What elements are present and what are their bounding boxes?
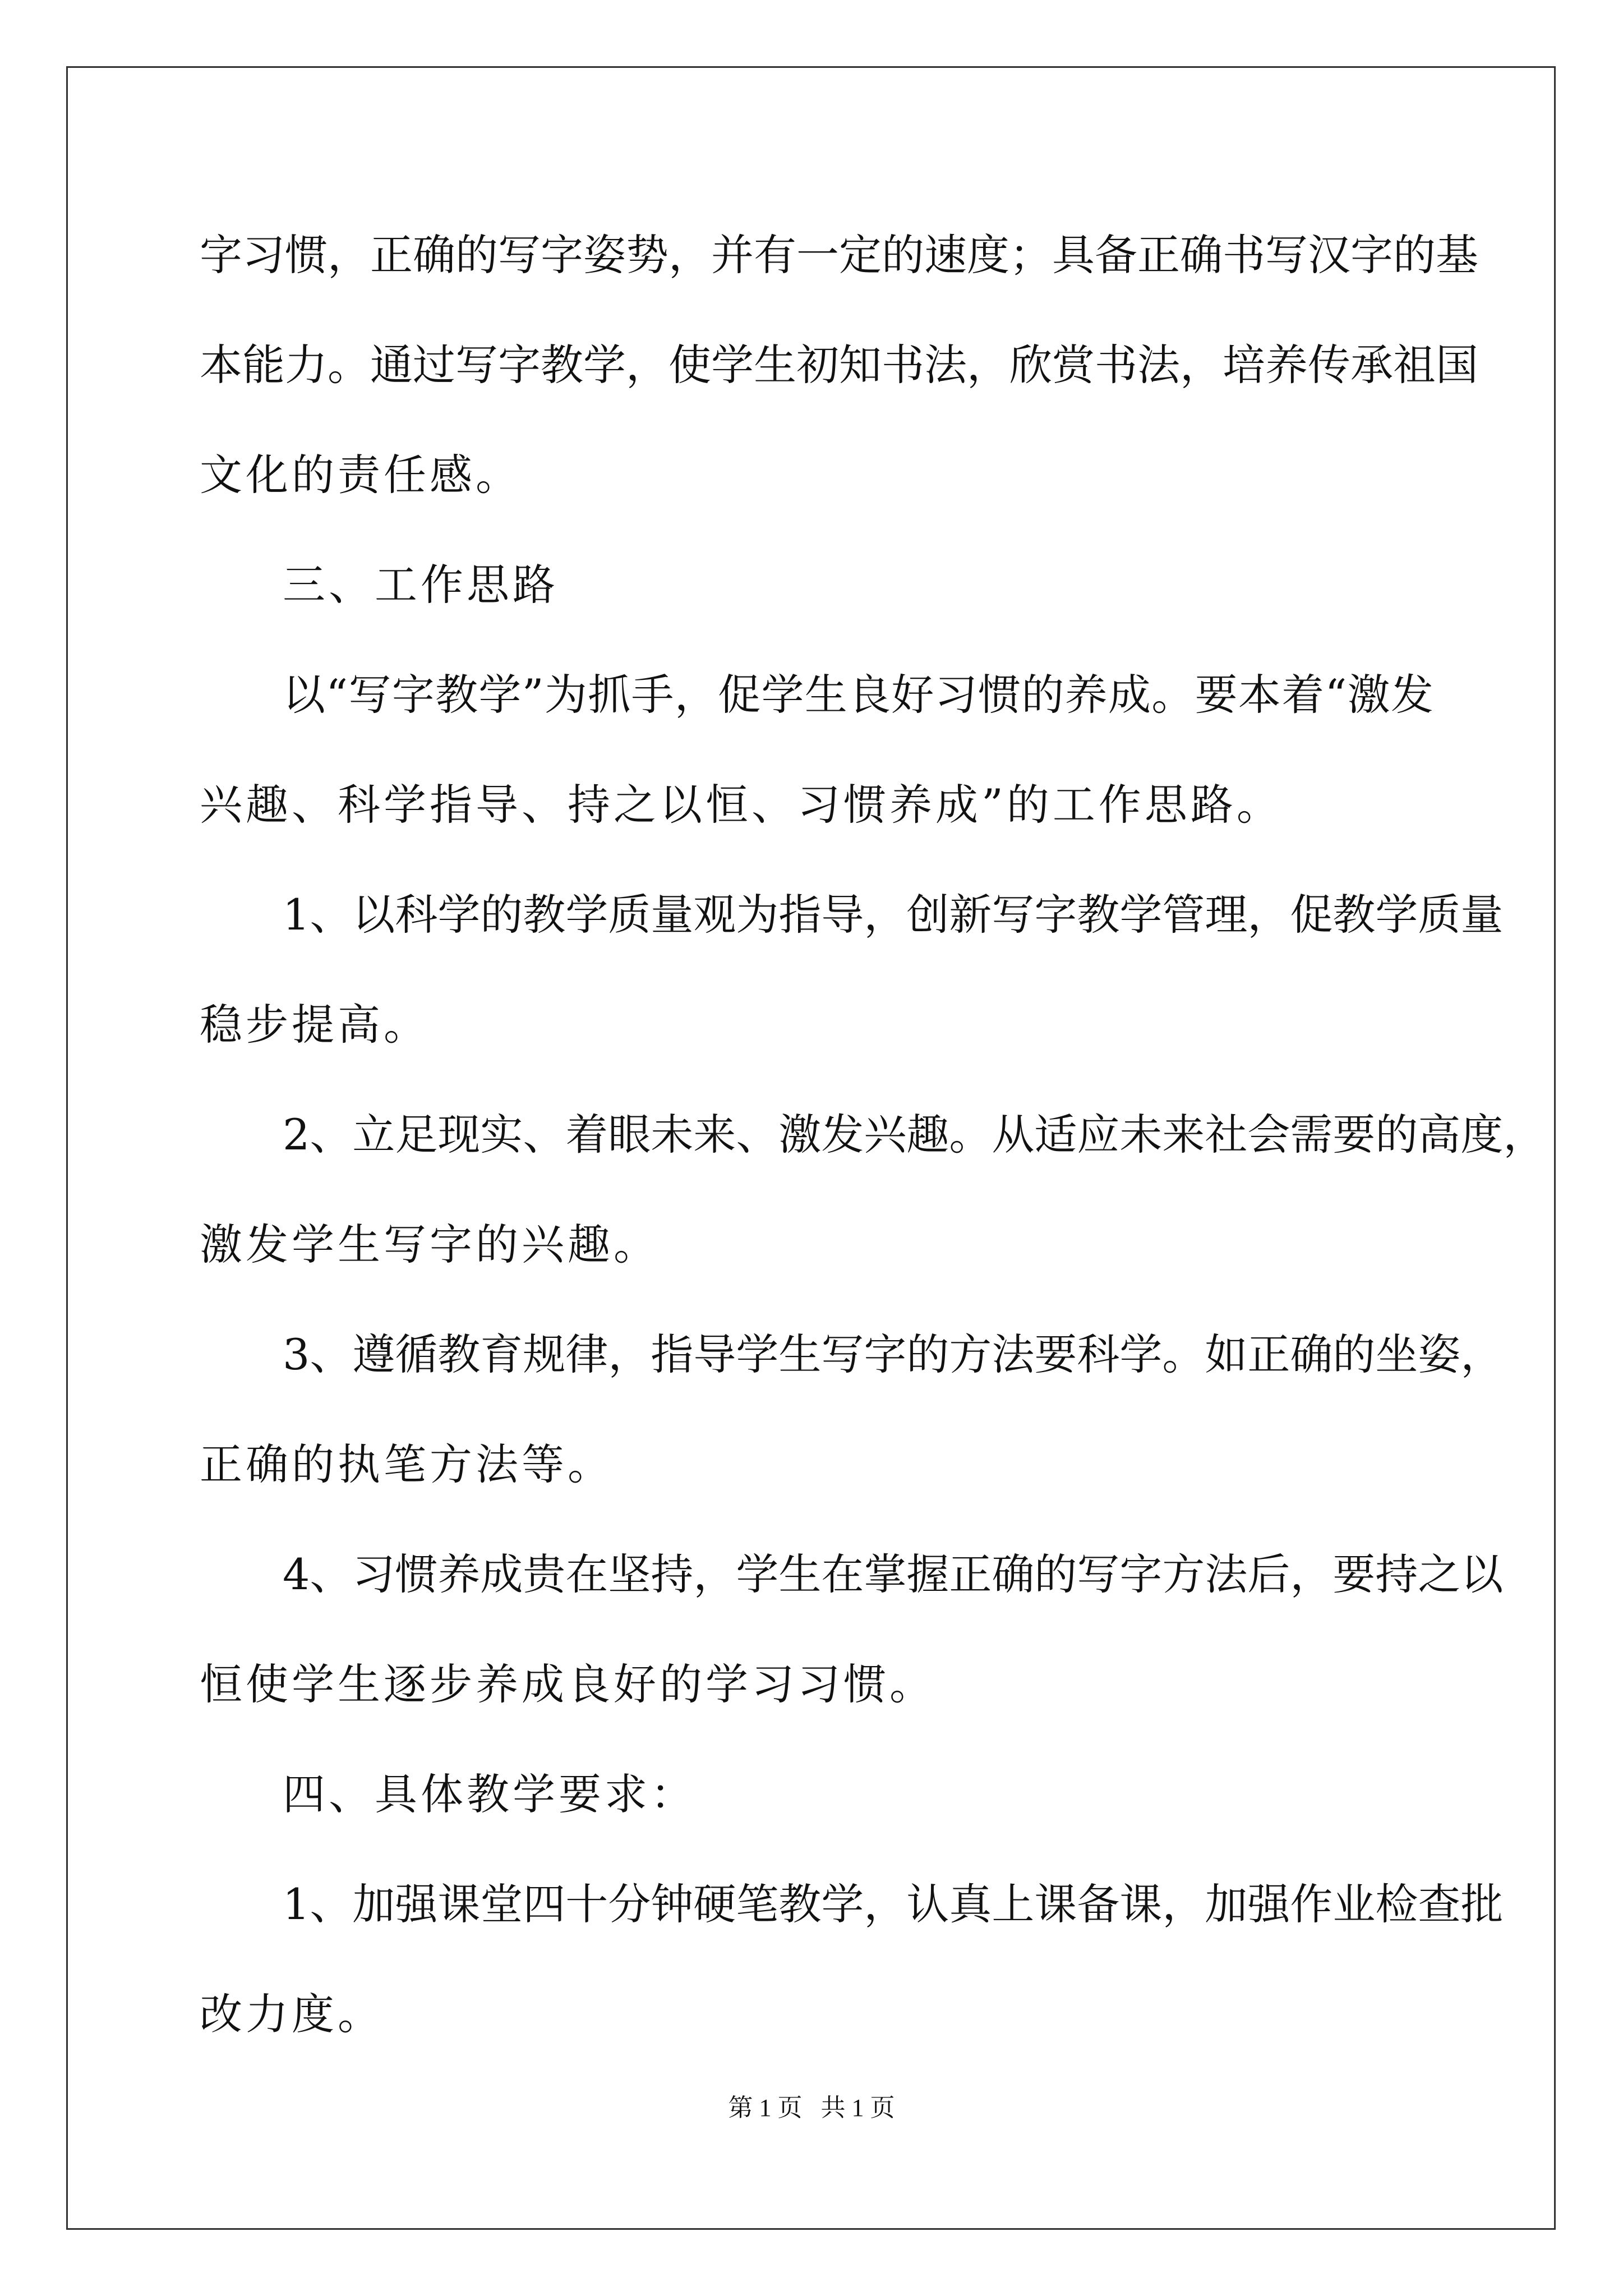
section-heading: 四、具体教学要求：	[283, 1769, 697, 1819]
page-footer	[0, 2091, 1623, 2125]
text-line: 4、习惯养成贵在坚持，学生在掌握正确的写字方法后，要持之以	[283, 1549, 1504, 1599]
text-line: 正确的执笔方法等。	[200, 1439, 614, 1489]
page-total: 共 1 页	[820, 2094, 895, 2122]
text-line: 文化的责任感。	[200, 450, 522, 500]
text-line: 2、立足现实、着眼未来、激发兴趣。从适应未来社会需要的高度，	[283, 1110, 1546, 1159]
text-line: 稳步提高。	[200, 1000, 430, 1050]
text-line: 兴趣、科学指导、持之以恒、习惯养成”的工作思路。	[200, 780, 1283, 830]
text-line: 改力度。	[200, 1989, 384, 2039]
text-line: 1、以科学的教学质量观为指导，创新写字教学管理，促教学质量	[283, 890, 1504, 940]
text-line: 字习惯，正确的写字姿势，并有一定的速度；具备正确书写汉字的基	[200, 230, 1478, 280]
section-heading: 三、工作思路	[283, 560, 559, 610]
page-number: 第 1 页	[728, 2094, 803, 2122]
text-line: 恒使学生逐步养成良好的学习习惯。	[200, 1659, 935, 1709]
text-line: 3、遵循教育规律，指导学生写字的方法要科学。如正确的坐姿，	[283, 1329, 1504, 1379]
text-line: 激发学生写字的兴趣。	[200, 1220, 660, 1269]
text-line: 1、加强课堂四十分钟硬笔教学，认真上课备课，加强作业检查批	[283, 1879, 1504, 1929]
text-line: 以“写字教学”为抓手，促学生良好习惯的养成。要本着“激发	[283, 670, 1433, 720]
text-line: 本能力。通过写字教学，使学生初知书法，欣赏书法，培养传承祖国	[200, 340, 1478, 390]
